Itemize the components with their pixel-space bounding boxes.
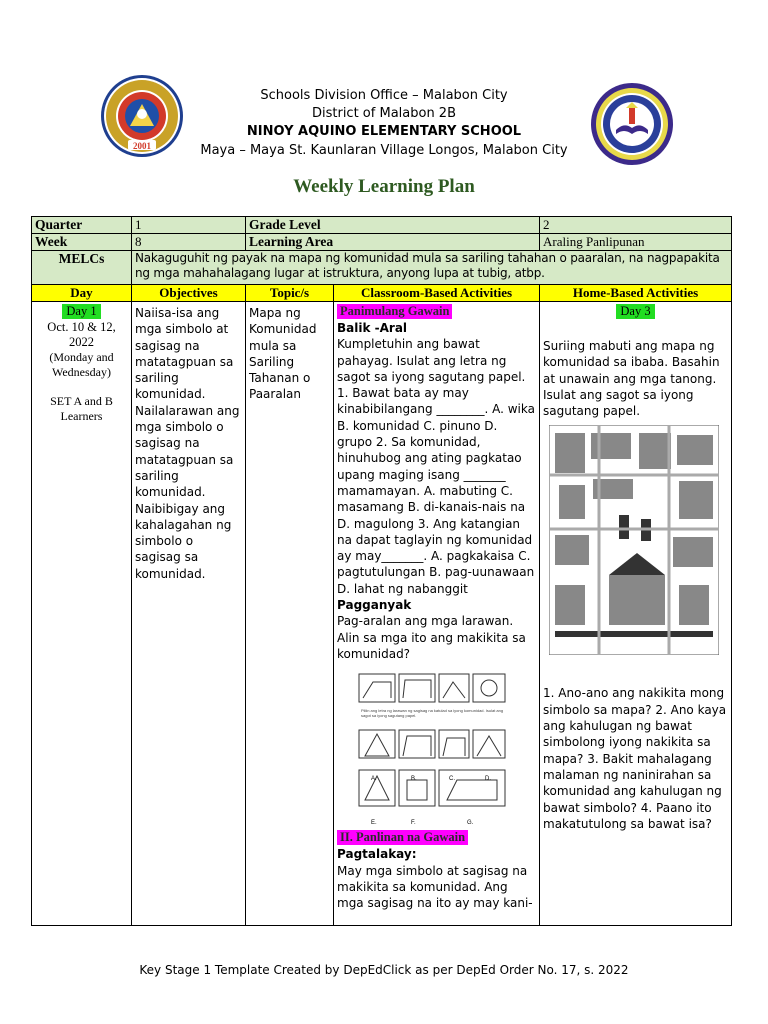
topic-cell: Mapa ng Komunidad mula sa Sariling Tahanan o Paaralan bbox=[246, 302, 334, 926]
col-day: Day bbox=[32, 285, 132, 302]
quarter-label: Quarter bbox=[32, 217, 132, 234]
week-value: 8 bbox=[132, 234, 246, 251]
image-letter: D. bbox=[485, 776, 491, 783]
learning-area-label: Learning Area bbox=[246, 234, 540, 251]
quarter-value: 1 bbox=[132, 217, 246, 234]
classroom-cell bbox=[334, 302, 540, 926]
balik-aral-heading: Balik -Aral bbox=[337, 321, 408, 335]
pagtalakay-text: May mga simbolo at sagisag na makikita sa komunidad. Ang mga sagisag na ito ay may kani- bbox=[337, 863, 533, 911]
melcs-row bbox=[32, 251, 732, 285]
day-cell bbox=[32, 302, 132, 926]
image-letter: B. bbox=[411, 776, 417, 783]
image-letter: E. bbox=[371, 820, 377, 827]
quarter-row bbox=[32, 217, 732, 234]
date-text: Oct. 10 & 12, 2022 bbox=[47, 320, 116, 349]
melcs-label: MELCs bbox=[32, 251, 132, 285]
image-caption: Piliin ang letra ng larawan ng sagisag na katulad sa iyong komunidad. Isulat ang sagot sa iyong sagutang papel. bbox=[361, 708, 504, 719]
image-letter: A. bbox=[371, 776, 377, 783]
grade-level-label: Grade Level bbox=[246, 217, 540, 234]
image-letter: F. bbox=[411, 820, 416, 827]
col-topics: Topic/s bbox=[246, 285, 334, 302]
col-classroom: Classroom-Based Activities bbox=[334, 285, 540, 302]
home-day-label: Day 3 bbox=[616, 304, 654, 319]
grade-level-value: 2 bbox=[540, 217, 732, 234]
pagganyak-heading: Pagganyak bbox=[337, 598, 412, 613]
balik-aral-text: Kumpletuhin ang bawat pahayag. Isulat ang letra ng sagot sa iyong sagutang papel. 1. Bawat bata ay may kinabibilangang ________. A. wika B. komunidad C. pinuno D. grupo 2. Sa komunidad, hinuhubog ang ating pagkatao upang maging isang _______ mamamayan. A. mabuting C. masamang B. di-kanais-nais na D. magulong 3. Ang katangian na dapat taglayin ng komunidad ay may_______. A. pagkakaisa C. pagtutulungan B. pag-uunawaan D. lahat ng nabanggit bbox=[337, 337, 535, 596]
home-cell bbox=[540, 302, 732, 926]
col-objectives: Objectives bbox=[132, 285, 246, 302]
school-name: NINOY AQUINO ELEMENTARY SCHOOL bbox=[246, 124, 522, 139]
column-header-row bbox=[32, 285, 732, 302]
image-letter: G. bbox=[467, 820, 474, 827]
pagtalakay-heading: Pagtalakay: bbox=[337, 847, 417, 862]
day-label: Day 1 bbox=[62, 304, 100, 319]
learning-plan-table bbox=[31, 216, 732, 926]
week-row bbox=[32, 234, 732, 251]
classroom-heading-2: II. Panlinan na Gawain bbox=[337, 830, 468, 845]
division-office-line: Schools Division Office – Malabon City bbox=[260, 88, 508, 103]
pagganyak-text: Pag-aralan ang mga larawan. Alin sa mga ito ang makikita sa komunidad? bbox=[337, 614, 526, 661]
school-address: Maya – Maya St. Kaunlaran Village Longos, Malabon City bbox=[200, 143, 568, 158]
col-home: Home-Based Activities bbox=[540, 285, 732, 302]
home-questions: 1. Ano-ano ang nakikita mong simbolo sa mapa? 2. Ano kaya ang kahulugan ng bawat simbolong iyong nakikita sa mapa? 3. Bakit mahalagang malaman ng naninirahan sa komunidad ang kahulugan ng bawat simbolo? 4. Paano ito makatutulong sa bawat isa? bbox=[543, 686, 727, 831]
days-text: (Monday and Wednesday) bbox=[49, 350, 114, 379]
day1-row bbox=[32, 302, 732, 926]
home-instructions: Suriing mabuti ang mapa ng komunidad sa ibaba. Basahin at unawain ang mga tanong. Isulat ang sagot sa iyong sagutang papel. bbox=[543, 339, 720, 419]
learning-area-value: Araling Panlipunan bbox=[540, 234, 732, 251]
page-title: Weekly Learning Plan bbox=[293, 176, 475, 197]
objectives-cell: Naiisa-isa ang mga simbolo at sagisag na matatagpuan sa sariling komunidad. Nailalarawan ang mga simbolo o sagisag na matatagpuan sa sariling komunidad. Naibibigay ang kahalagahan ng simbolo o sagisag sa komunidad. bbox=[132, 302, 246, 926]
week-label: Week bbox=[32, 234, 132, 251]
logo-left-year: 2001 bbox=[133, 141, 151, 151]
community-map-image bbox=[549, 425, 719, 655]
classroom-heading-1: Panimulang Gawain bbox=[337, 304, 452, 319]
learners-text: SET A and B Learners bbox=[50, 394, 113, 423]
image-letters bbox=[357, 722, 536, 828]
melcs-text: Nakaguguhit ng payak na mapa ng komunidad mula sa sariling tahahan o paaralan, na nagpapakita ng mga mahahalagang lugar at istruktura, anyong lupa at tubig, atbp. bbox=[132, 251, 732, 285]
footer-note: Key Stage 1 Template Created by DepEdClick as per DepEd Order No. 17, s. 2022 bbox=[139, 963, 629, 977]
image-letter: C. bbox=[449, 776, 455, 783]
district-line: District of Malabon 2B bbox=[311, 106, 456, 121]
